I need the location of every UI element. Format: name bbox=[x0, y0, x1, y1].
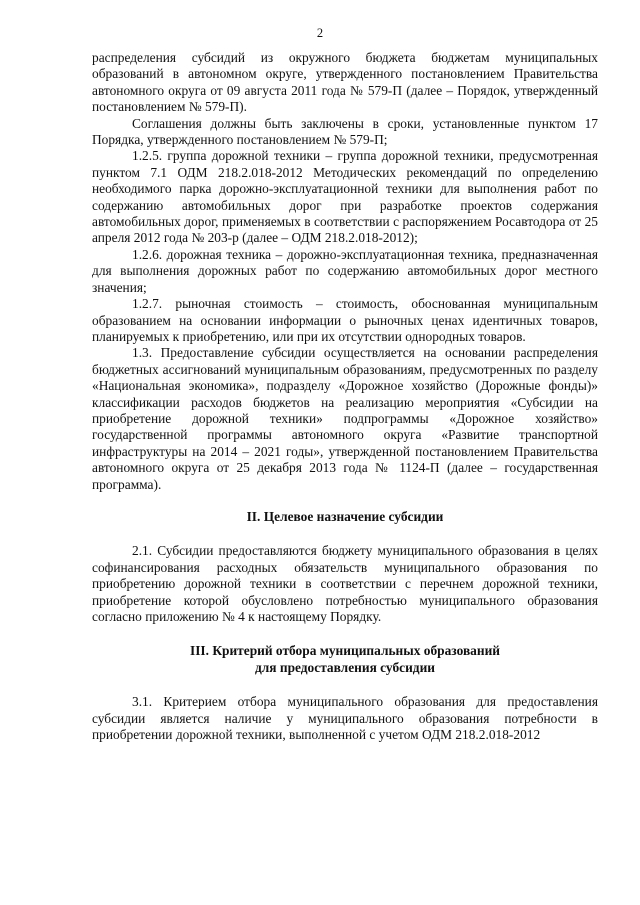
document-body bbox=[92, 50, 598, 743]
paragraph-1-2-5: 1.2.5. группа дорожной техники – группа дорожной техники, предусмотренная пунктом 7.1 ОДМ 218.2.018-2012 Методических рекомендаций по определению необходимого парка дорожно-эксплуатационной техники для выполнения работ по содержанию автомобильных дорог при разработке проектов содержания автомобильных дорог, применяемых в соответствии с распоряжением Росавтодора от 25 апреля 2012 года № 203-р (далее – ОДМ 218.2.018-2012); bbox=[92, 148, 598, 246]
paragraph-continuation: распределения субсидий из окружного бюджета бюджетам муниципальных образований в автономном округе, утвержденного постановлением Правительства автономного округа от 09 августа 2011 года № 579-П (далее – Порядок, утвержденный постановлением № 579-П). bbox=[92, 50, 598, 115]
section-2-heading: II. Целевое назначение субсидии bbox=[246, 508, 444, 524]
section-3-heading-line-1: III. Критерий отбора муниципальных образований bbox=[189, 643, 501, 659]
section-3-heading-line-2: для предоставления субсидии bbox=[254, 659, 436, 675]
paragraph-agreements: Соглашения должны быть заключены в сроки, установленные пунктом 17 Порядка, утвержденного постановлением № 579-П; bbox=[92, 115, 598, 148]
paragraph-1-3: 1.3. Предоставление субсидии осуществляется на основании распределения бюджетных ассигнований муниципальным образованиям, предусмотренных по разделу «Национальная экономика», подразделу «Дорожное хозяйство (Дорожные фонды)» классификации расходов бюджетов на реализацию мероприятия «Субсидии на приобретение дорожной техники» подпрограммы «Дорожное хозяйство» государственной программы автономного округа «Развитие транспортной инфраструктуры на 2014 – 2021 годы», утвержденной постановлением Правительства автономного округа от 25 декабря 2013 года № 1124-П (далее – государственная программа). bbox=[92, 345, 598, 492]
paragraph-2-1: 2.1. Субсидии предоставляются бюджету муниципального образования в целях софинансирования расходных обязательств муниципального образования по приобретению дорожной техники в соответствии с перечнем дорожной техники, приобретение которой обусловлено потребностью муниципального образования согласно приложению № 4 к настоящему Порядку. bbox=[92, 543, 598, 624]
paragraph-1-2-7: 1.2.7. рыночная стоимость – стоимость, обоснованная муниципальным образованием на основании информации о рыночных ценах идентичных товаров, планируемых к приобретению, или при их отсутствии однородных товаров. bbox=[92, 296, 598, 344]
paragraph-3-1: 3.1. Критерием отбора муниципального образования для предоставления субсидии является наличие у муниципального образования потребности в приобретении дорожной техники, выполненной с учетом ОДМ 218.2.018-2012 bbox=[92, 694, 598, 743]
page-number: 2 bbox=[316, 26, 324, 40]
paragraph-1-2-6: 1.2.6. дорожная техника – дорожно-эксплуатационная техника, предназначенная для выполнения дорожных работ по содержанию автомобильных дорог местного значения; bbox=[92, 246, 598, 295]
